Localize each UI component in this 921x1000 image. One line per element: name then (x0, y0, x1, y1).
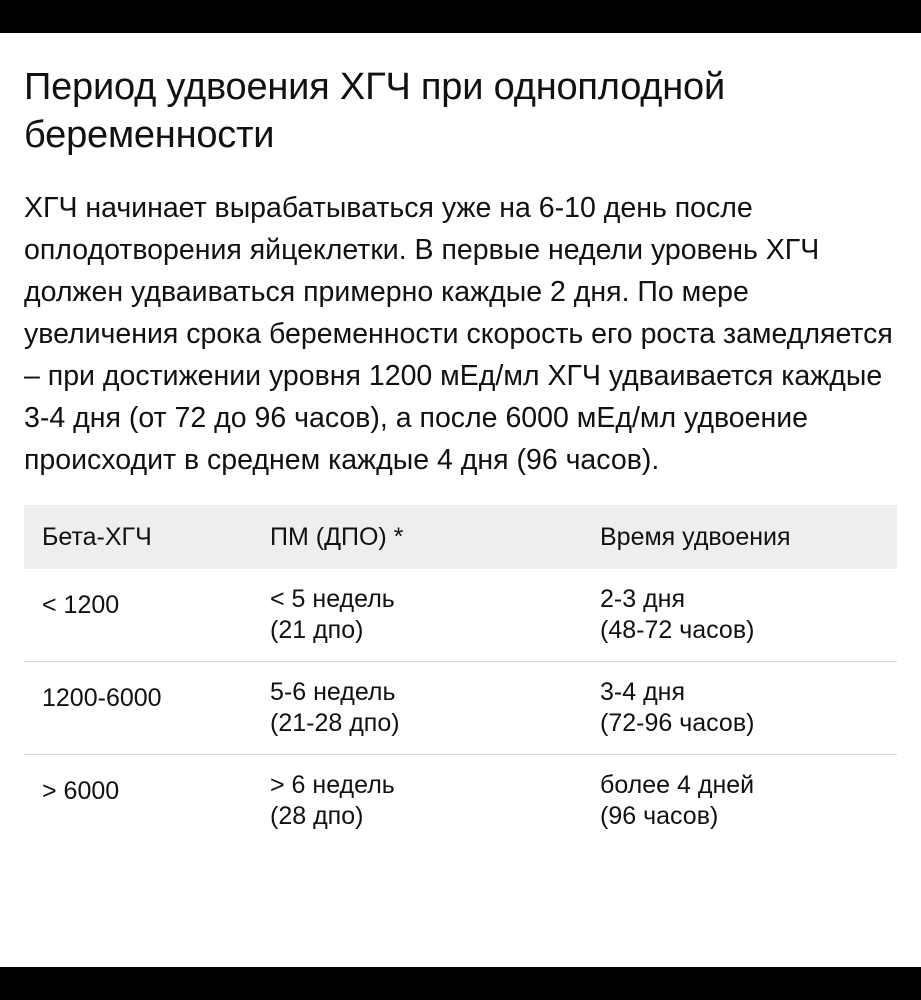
cell-pm-dpo (252, 569, 582, 662)
cell-pm-dpo (252, 755, 582, 848)
pm-dpo-days: (28 дпо) (270, 802, 364, 830)
table-row (24, 662, 897, 755)
table-row (24, 755, 897, 848)
beta-hcg-value: 1200-6000 (42, 684, 162, 712)
doubling-hours: (72-96 часов) (600, 709, 755, 737)
page-title: Период удвоения ХГЧ при одноплодной беременности (24, 66, 726, 156)
column-header-beta-hcg: Бета-ХГЧ (42, 523, 152, 551)
pm-dpo-days: (21 дпо) (270, 616, 364, 644)
doubling-days: 3-4 дня (600, 678, 686, 706)
doubling-days: более 4 дней (600, 771, 755, 799)
cell-pm-dpo (252, 662, 582, 755)
document-card (0, 33, 921, 967)
beta-hcg-value: > 6000 (42, 777, 120, 805)
table-row (24, 569, 897, 662)
table-header (24, 505, 897, 569)
cell-doubling-time (582, 662, 897, 755)
table-header-row (24, 505, 897, 569)
cell-beta-hcg (24, 662, 252, 755)
beta-hcg-value: < 1200 (42, 591, 120, 619)
cell-doubling-time (582, 755, 897, 848)
doubling-days: 2-3 дня (600, 585, 686, 613)
doubling-hours: (96 часов) (600, 802, 719, 830)
cell-beta-hcg (24, 755, 252, 848)
column-header-pm-dpo: ПМ (ДПО) * (270, 523, 404, 551)
pm-dpo-weeks: 5-6 недель (270, 678, 396, 706)
intro-paragraph: ХГЧ начинает вырабатываться уже на 6-10 день после оплодотворения яйцеклетки. В первые недели уровень ХГЧ должен удваиваться примерно каждые 2 дня. По мере увеличения срока беременности скорость его роста замедляется – при достижении уровня 1200 мЕд/мл ХГЧ удваивается каждые 3-4 дня (от 72 до 96 часов), а после 6000 мЕд/мл удвоение происходит в среднем каждые 4 дня (96 часов). (24, 192, 893, 476)
cell-doubling-time (582, 569, 897, 662)
doubling-hours: (48-72 часов) (600, 616, 755, 644)
hcg-doubling-table (24, 505, 897, 847)
cell-beta-hcg (24, 569, 252, 662)
column-header-doubling-time: Время удвоения (600, 523, 791, 551)
pm-dpo-days: (21-28 дпо) (270, 709, 400, 737)
table-body (24, 569, 897, 847)
pm-dpo-weeks: < 5 недель (270, 585, 395, 613)
pm-dpo-weeks: > 6 недель (270, 771, 395, 799)
